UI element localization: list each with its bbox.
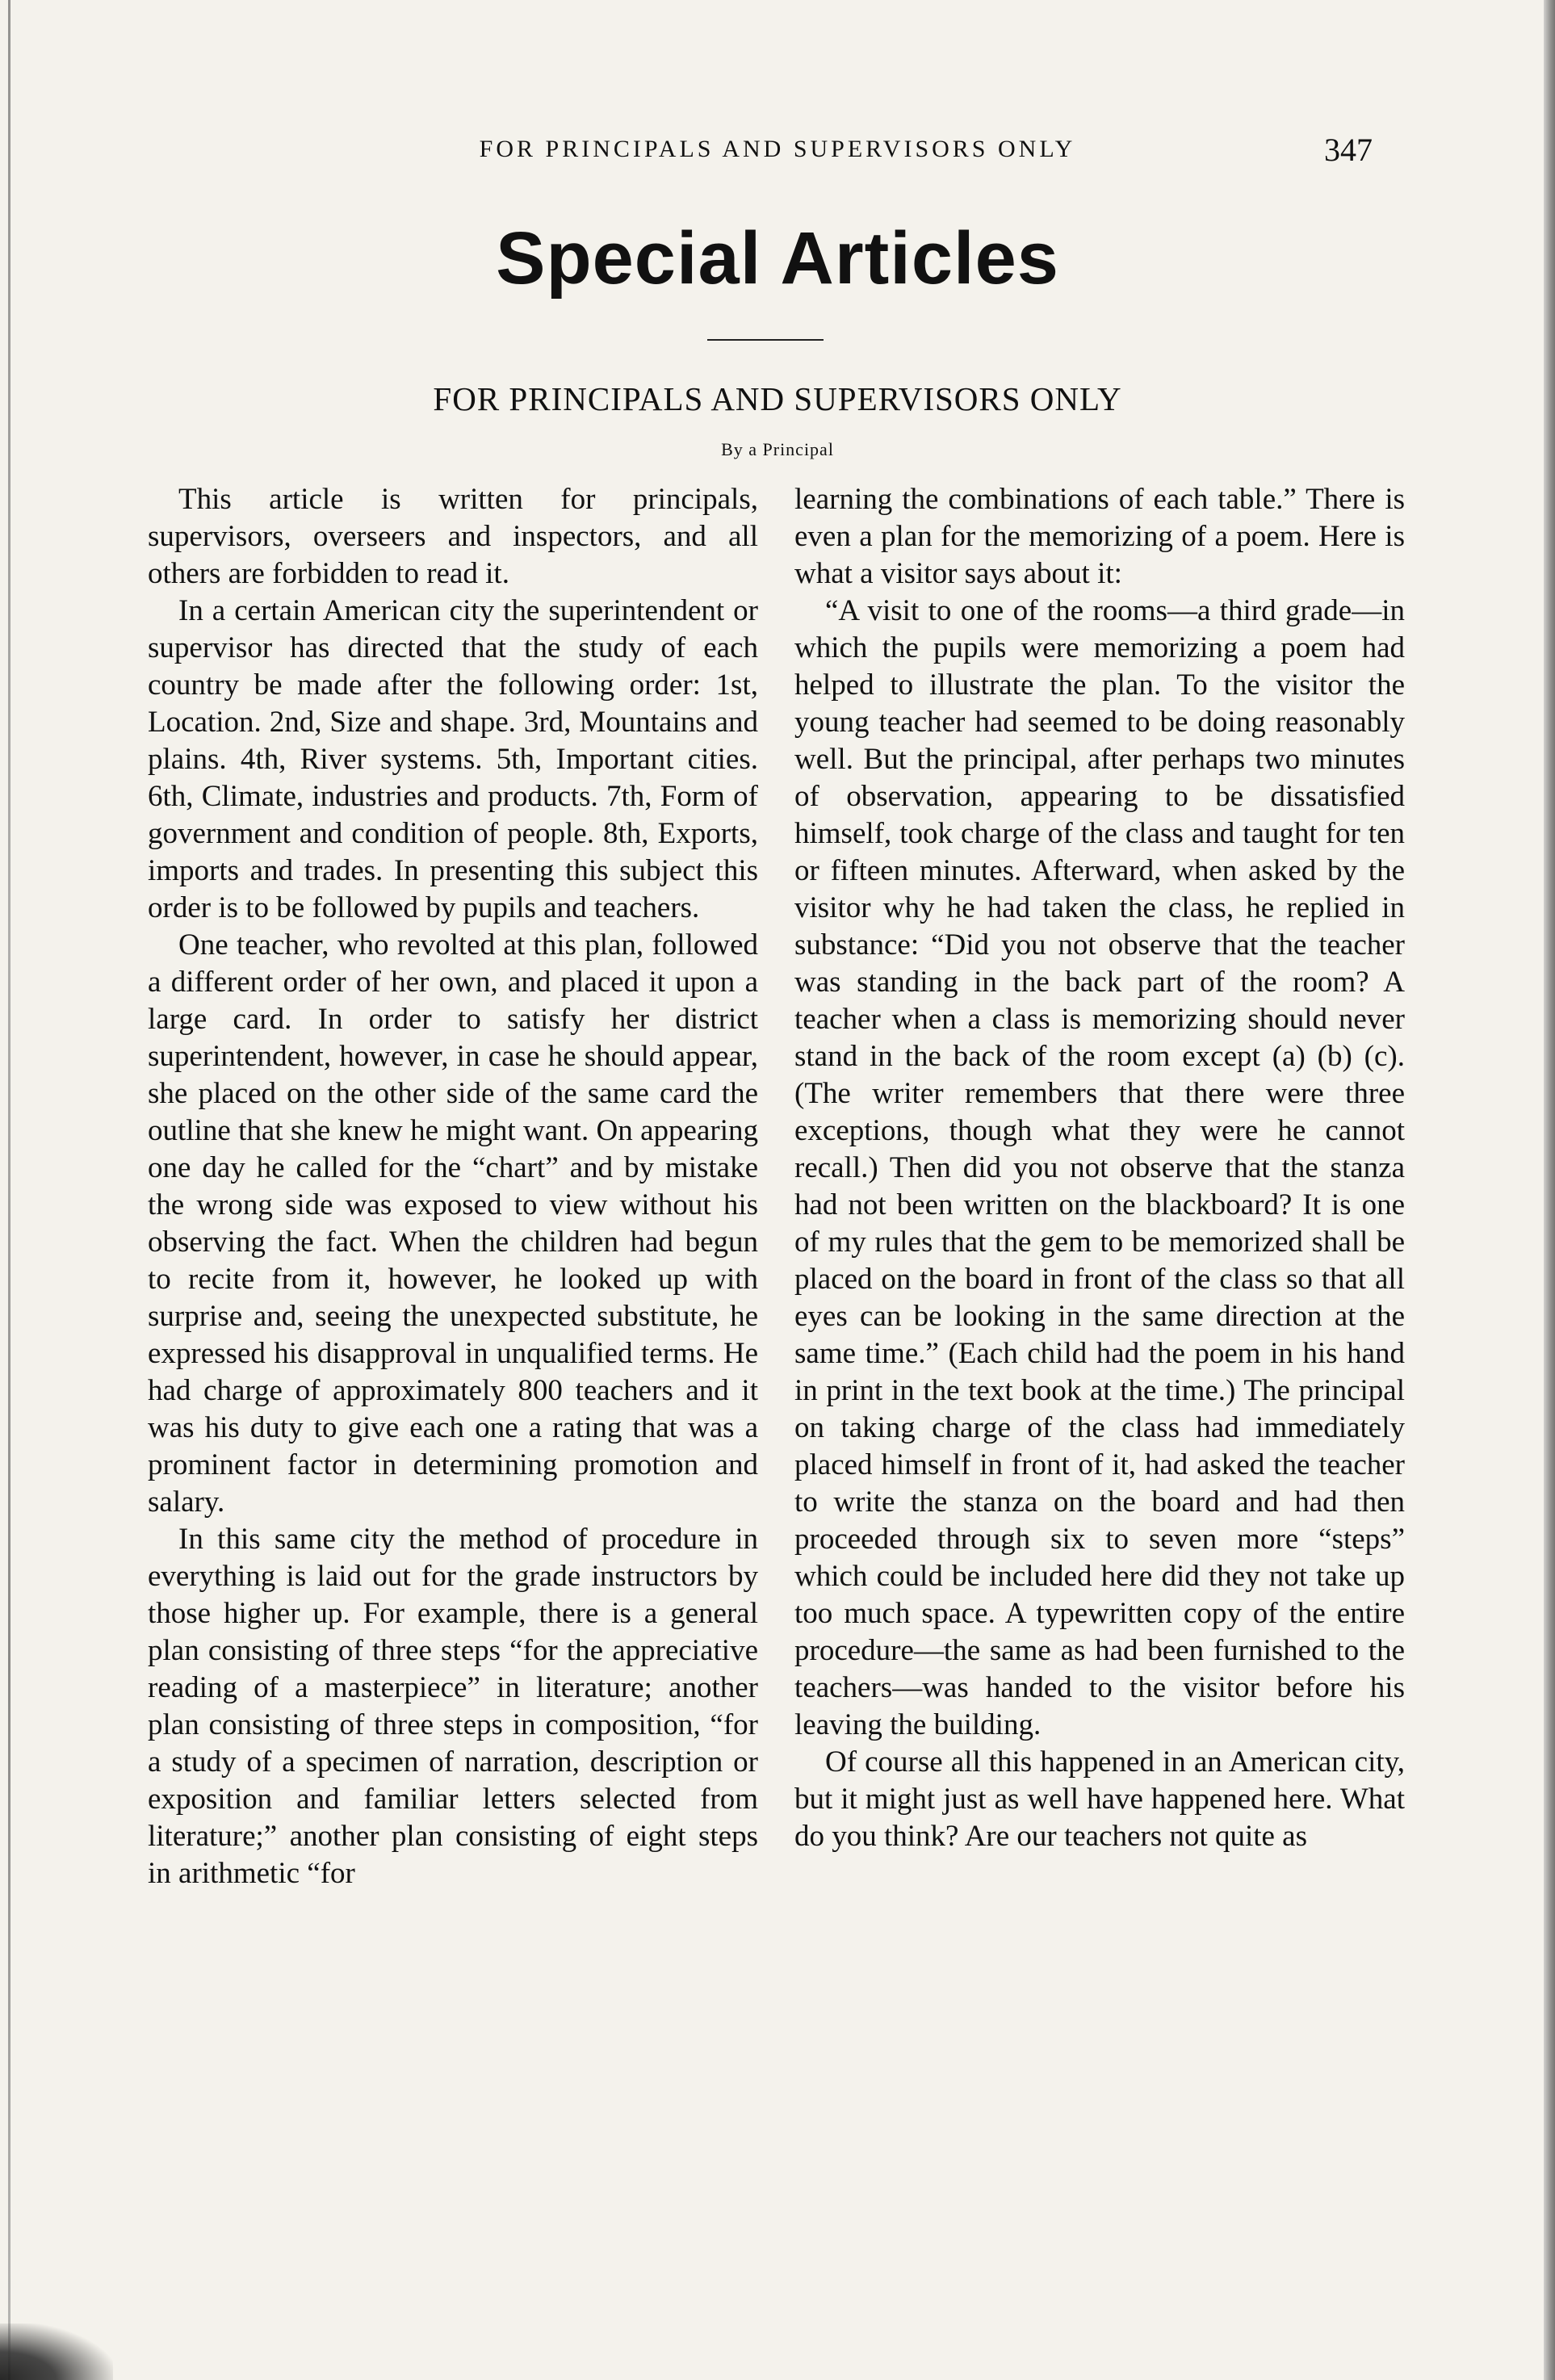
page-right-edge — [1544, 0, 1555, 2380]
paragraph: In a certain American city the superintendent or supervisor has directed that the study of each country be made after the following order: 1st, Location. 2nd, Size and shape. 3rd, Mountains and plains. 4th, River systems. 5th, Important cities. 6th, Climate, industries and products. 7th, Form of government and condition of people. 8th, Exports, imports and trades. In presenting this subject this order is to be followed by pupils and teachers. — [148, 594, 758, 924]
paragraph: This article is written for principals, supervisors, overseers and inspectors, and all others are forbidden to read it. — [148, 483, 758, 590]
paragraph: Of course all this happened in an American city, but it might just as well have happened here. What do you think? Are our teachers not quite as — [794, 1745, 1405, 1853]
paragraph: In this same city the method of procedure in everything is laid out for the grade instructors by those higher up. For example, there is a general plan consisting of three steps “for the appreciative reading of a masterpiece” in literature; another plan consisting of three steps in composition, “for a study of a specimen of narration, description or exposition and familiar letters selected from literature;” another plan consisting of eight steps in arithmetic “for — [148, 1523, 758, 1890]
running-head: FOR PRINCIPALS AND SUPERVISORS ONLY — [479, 136, 1076, 162]
title-rule — [707, 339, 824, 341]
paragraph: “A visit to one of the rooms—a third grade—in which the pupils were memorizing a poem had helped to illustrate the plan. To the visitor the young teacher had seemed to be doing reasonably well. But the principal, after perhaps two minutes of observation, appearing to be dissatisfied himself, took charge of the class and taught for ten or fifteen minutes. Afterward, when asked by the visitor why he had taken the class, he replied in substance: “Did you not observe that the teacher was standing in the back part of the room? A teacher when a class is memorizing should never stand in the back of the room except (a) (b) (c). (The writer remembers that there were three exceptions, though what they were he cannot recall.) Then did you not observe that the stanza had not been written on the blackboard? It is one of my rules that the gem to be memorized shall be placed on the board in front of the class so that all eyes can be looking in the same direction at the same time.” (Each child had the poem in his hand in print in the text book at the time.) The principal on taking charge of the class had immediately placed himself in front of it, had asked the teacher to write the stanza on the board and had then proceeded through six to seven more “steps” which could be included here did they not take up too much space. A typewritten copy of the entire procedure—the same as had been furnished to the teachers—was handed to the visitor before his leaving the building. — [794, 594, 1405, 1741]
byline: By a Principal — [721, 439, 834, 459]
left-column — [148, 481, 758, 2225]
page-number: 347 — [1324, 132, 1373, 168]
paragraph: One teacher, who revolted at this plan, followed a different order of her own, and placed it upon a large card. In order to satisfy her district superintendent, however, in case he should appear, she placed on the other side of the same card the outline that she knew he might want. On appearing one day he called for the “chart” and by mistake the wrong side was exposed to view without his observing the fact. When the children had begun to recite from it, however, he looked up with surprise and, seeing the unexpected substitute, he expressed his disapproval in unqualified terms. He had charge of approximately 800 teachers and it was his duty to give each one a rating that was a prominent factor in determining promotion and salary. — [148, 928, 758, 1519]
section-title: Special Articles — [496, 217, 1059, 300]
scan-corner-smudge — [0, 2323, 113, 2380]
paragraph-continuation: learning the combinations of each table.” There is even a plan for the memorizing of a poem. Here is what a visitor says about it: — [794, 483, 1405, 590]
right-column — [794, 481, 1405, 2225]
article-title: FOR PRINCIPALS AND SUPERVISORS ONLY — [433, 380, 1122, 417]
page-left-edge — [8, 0, 10, 2380]
